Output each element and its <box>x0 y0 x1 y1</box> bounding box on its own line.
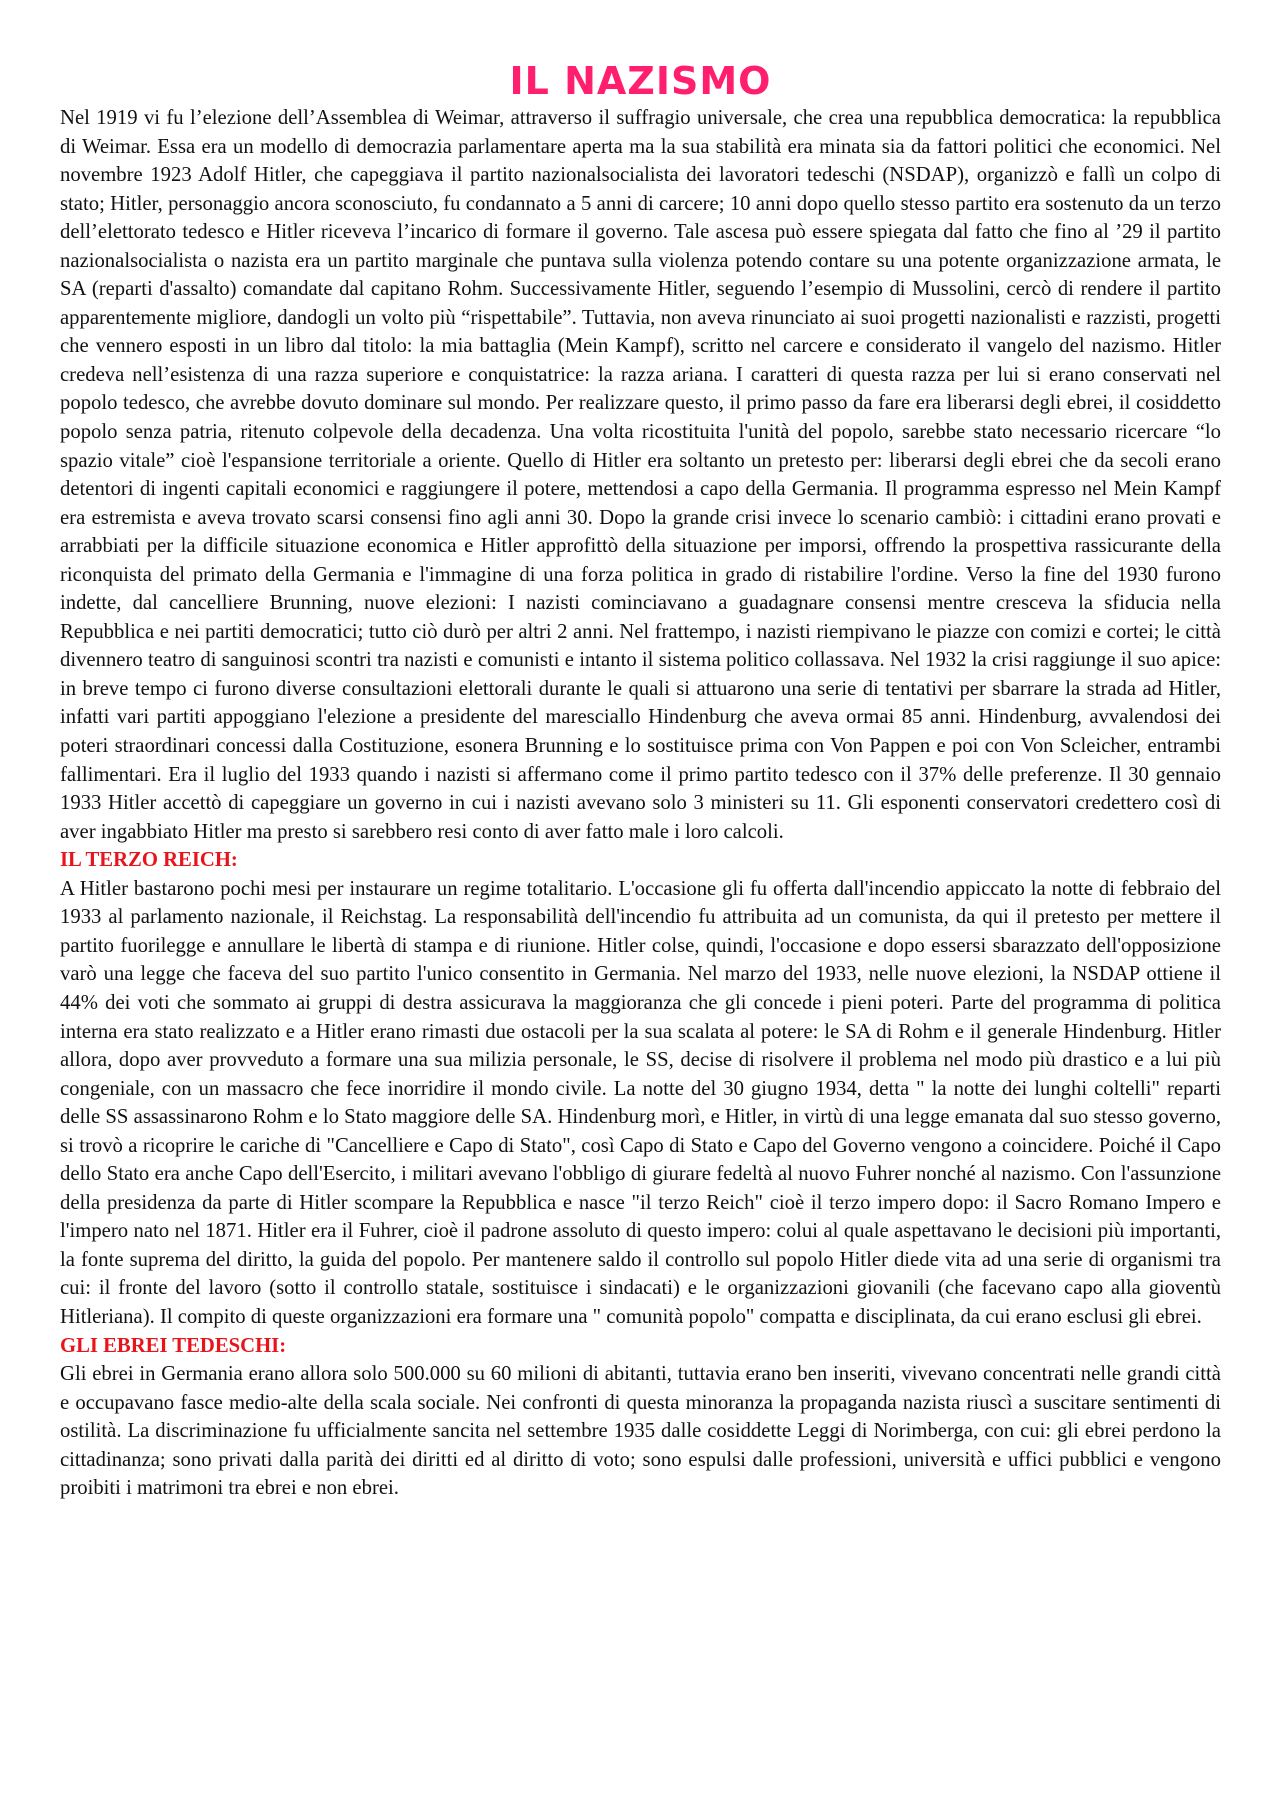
intro-paragraph: Nel 1919 vi fu l’elezione dell’Assemblea di Weimar, attraverso il suffragio universale, che crea una repubblica democratica: la repubblica di Weimar. Essa era un modello di democrazia parlamentare aperta ma la sua stabilità era minata sia da fattori politici che economici. Nel novembre 1923 Adolf Hitler, che capeggiava il partito nazionalsocialista dei lavoratori tedeschi (NSDAP), organizzò e fallì un colpo di stato; Hitler, personaggio ancora sconosciuto, fu condannato a 5 anni di carcere; 10 anni dopo quello stesso partito era sostenuto da un terzo dell’elettorato tedesco e Hitler riceveva l’incarico di formare il governo. Tale ascesa può essere spiegata dal fatto che fino al ’29 il partito nazionalsocialista o nazista era un partito marginale che puntava sulla violenza potendo contare su una potente organizzazione armata, le SA (reparti d'assalto) comandate dal capitano Rohm. Successivamente Hitler, seguendo l’esempio di Mussolini, cercò di rendere il partito apparentemente migliore, dandogli un volto più “rispettabile”. Tuttavia, non aveva rinunciato ai suoi progetti nazionalisti e razzisti, progetti che vennero esposti in un libro dal titolo: la mia battaglia (Mein Kampf), scritto nel carcere e considerato il vangelo del nazismo. Hitler credeva nell’esistenza di una razza superiore e conquistatrice: la razza ariana. I caratteri di questa razza per lui si erano conservati nel popolo tedesco, che avrebbe dovuto dominare sul mondo. Per realizzare questo, il primo passo da fare era liberarsi degli ebrei, il cosiddetto popolo senza patria, ritenuto colpevole della decadenza. Una volta ricostituita l'unità del popolo, sarebbe stato necessario ricercare “lo spazio vitale” cioè l'espansione territoriale a oriente. Quello di Hitler era soltanto un pretesto per: liberarsi degli ebrei che da secoli erano detentori di ingenti capitali economici e raggiungere il potere, mettendosi a capo della Germania. Il programma espresso nel Mein Kampf era estremista e aveva trovato scarsi consensi fino agli anni 30. Dopo la grande crisi invece lo scenario cambiò: i cittadini erano provati e arrabbiati per la difficile situazione economica e Hitler approfittò della situazione per imporsi, offrendo la prospettiva rassicurante della riconquista del primato della Germania e l'immagine di una forza politica in grado di ristabilire l'ordine. Verso la fine del 1930 furono indette, dal cancelliere Brunning, nuove elezioni: I nazisti cominciavano a guadagnare consensi mentre cresceva la sfiducia nella Repubblica e nei partiti democratici; tutto ciò durò per altri 2 anni. Nel frattempo, i nazisti riempivano le piazze con comizi e cortei; le città divennero teatro di sanguinosi scontri tra nazisti e comunisti e intanto il sistema politico collassava. Nel 1932 la crisi raggiunge il suo apice: in breve tempo ci furono diverse consultazioni elettorali durante le quali si attuarono una serie di tentativi per sbarrare la strada ad Hitler, infatti vari partiti appoggiano l'elezione a presidente del maresciallo Hindenburg che aveva ormai 85 anni. Hindenburg, avvalendosi dei poteri straordinari concessi dalla Costituzione, esonera Brunning e lo sostituisce prima con Von Pappen e poi con Von Scleicher, entrambi fallimentari. Era il luglio del 1933 quando i nazisti si affermano come il primo partito tedesco con il 37% delle preferenze. Il 30 gennaio 1933 Hitler accettò di capeggiare un governo in cui i nazisti avevano solo 3 ministeri su 11. Gli esponenti conservatori credettero così di aver ingabbiato Hitler ma presto si sarebbero resi conto di aver fatto male i loro calcoli. <box>60 107 1221 843</box>
section-heading-ebrei-tedeschi: GLI EBREI TEDESCHI: <box>60 1334 287 1357</box>
section-heading-terzo-reich: IL TERZO REICH: <box>60 849 238 872</box>
page-title: IL NAZISMO <box>509 59 772 103</box>
document-page <box>60 58 1221 1503</box>
section-paragraph-ebrei-tedeschi: Gli ebrei in Germania erano allora solo 500.000 su 60 milioni di abitanti, tuttavia erano ben inseriti, vivevano concentrati nelle grandi città e occupavano fasce medio-alte della scala sociale. Nei confronti di questa minoranza la propaganda nazista riuscì a suscitare sentimenti di ostilità. La discriminazione fu ufficialmente sancita nel settembre 1935 dalle cosiddette Leggi di Norimberga, con cui: gli ebrei perdono la cittadinanza; sono privati dalla parità dei diritti ed al diritto di voto; sono espulsi dalle professioni, università e uffici pubblici e vengono proibiti i matrimoni tra ebrei e non ebrei. <box>60 1363 1221 1500</box>
section-paragraph-terzo-reich: A Hitler bastarono pochi mesi per instaurare un regime totalitario. L'occasione gli fu offerta dall'incendio appiccato la notte di febbraio del 1933 al parlamento nazionale, il Reichstag. La responsabilità dell'incendio fu attribuita ad un comunista, da qui il pretesto per mettere il partito fuorilegge e annullare le libertà di stampa e di riunione. Hitler colse, quindi, l'occasione e dopo essersi sbarazzato dell'opposizione varò una legge che faceva del suo partito l'unico consentito in Germania. Nel marzo del 1933, nelle nuove elezioni, la NSDAP ottiene il 44% dei voti che sommato ai gruppi di destra assicurava la maggioranza che gli concede i pieni poteri. Parte del programma di politica interna era stato realizzato e a Hitler erano rimasti due ostacoli per la sua scalata al potere: le SA di Rohm e il generale Hindenburg. Hitler allora, dopo aver provveduto a formare una sua milizia personale, le SS, decise di risolvere il problema nel modo più drastico e a lui più congeniale, con un massacro che fece inorridire il mondo civile. La notte del 30 giugno 1934, detta " la notte dei lunghi coltelli" reparti delle SS assassinarono Rohm e lo Stato maggiore delle SA. Hindenburg morì, e Hitler, in virtù di una legge emanata dal suo stesso governo, si trovò a ricoprire le cariche di "Cancelliere e Capo di Stato", così Capo di Stato e Capo del Governo vengono a coincidere. Poiché il Capo dello Stato era anche Capo dell'Esercito, i militari avevano l'obbligo di giurare fedeltà al nuovo Fuhrer nonché al nazismo. Con l'assunzione della presidenza da parte di Hitler scompare la Repubblica e nasce "il terzo Reich" cioè il terzo impero dopo: il Sacro Romano Impero e l'impero nato nel 1871. Hitler era il Fuhrer, cioè il padrone assoluto di questo impero: colui al quale aspettavano le decisioni più importanti, la fonte suprema del diritto, la guida del popolo. Per mantenere saldo il controllo sul popolo Hitler diede vita ad una serie di organismi tra cui: il fronte del lavoro (sotto il controllo statale, sostituisce i sindacati) e le organizzazioni giovanili (che facevano capo alla gioventù Hitleriana). Il compito di queste organizzazioni era formare una " comunità popolo" compatta e disciplinata, da cui erano esclusi gli ebrei. <box>60 877 1221 1328</box>
